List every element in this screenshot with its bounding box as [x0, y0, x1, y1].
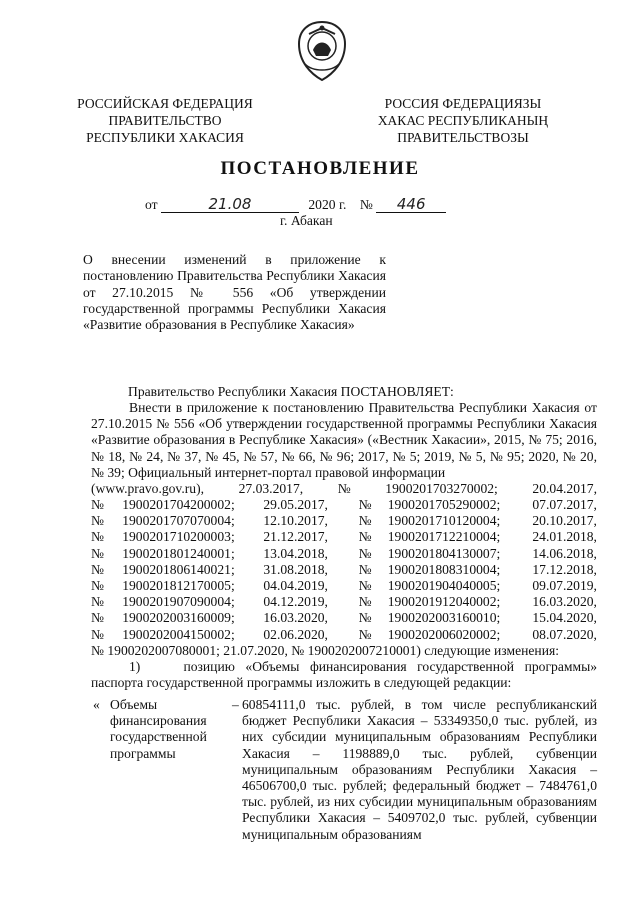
reg-number: 1900201806140021;: [122, 561, 235, 577]
reg-date: 16.03.2020,: [532, 594, 597, 610]
table-label: Объемы финансирования государственной программы: [110, 697, 207, 761]
registry-list: [91, 497, 597, 643]
header-left-line: ПРАВИТЕЛЬСТВО: [108, 113, 222, 128]
reg-number: 1900201710200003;: [122, 529, 235, 545]
reg-date: 31.08.2018,: [263, 561, 328, 577]
registry-row: [91, 594, 597, 610]
reg-date: 13.04.2018,: [263, 545, 328, 561]
no-sign: №: [358, 626, 372, 642]
registry-row: [91, 513, 597, 529]
item-1-text: позицию «Объемы финансирования государственной программы» паспорта государственной программы изложить в следующей редакции:: [91, 659, 597, 691]
from-label: от: [145, 197, 158, 212]
no-sign: №: [91, 610, 104, 626]
no-sign: №: [91, 594, 104, 610]
header-right-line: ПРАВИТЕЛЬСТВОЗЫ: [397, 130, 529, 145]
reg-date: 12.10.2017,: [263, 513, 328, 529]
no-sign: №: [91, 513, 104, 529]
reg-number: 1900202006020002;: [387, 626, 501, 642]
no-sign: №: [358, 529, 372, 545]
header-right: [368, 95, 558, 146]
reg-date: 02.06.2020,: [263, 626, 328, 642]
registry-row: [91, 529, 597, 545]
header-left-line: РЕСПУБЛИКИ ХАКАСИЯ: [86, 130, 244, 145]
header-left: [70, 95, 260, 146]
number-field: 446: [376, 196, 446, 213]
registry-row: [91, 546, 597, 562]
portal-row: [91, 481, 597, 497]
item-1: [91, 659, 597, 691]
date-field: 21.08: [161, 196, 299, 213]
registry-row: [91, 497, 597, 513]
reg-date: 16.03.2020,: [263, 610, 328, 626]
reg-date: 04.04.2019,: [263, 578, 328, 594]
portal-url: (www.pravo.gov.ru),: [91, 481, 204, 496]
header-right-line: ХАКАС РЕСПУБЛИКАНЫҢ: [377, 113, 549, 128]
number-label: №: [359, 197, 373, 212]
reg-date: 15.04.2020,: [532, 610, 597, 626]
last-registry-line: № 1900202007080001; 21.07.2020, № 1900202007210001) следующие изменения:: [91, 643, 559, 658]
reg-number: 1900201705290002;: [387, 497, 501, 512]
portal-next-date: 20.04.2017,: [532, 481, 597, 496]
reg-number: 1900201707070004;: [122, 513, 235, 529]
no-sign: №: [358, 561, 372, 577]
reg-number: 1900201710120004;: [387, 513, 501, 529]
reg-number: 1900202003160010;: [387, 610, 501, 626]
reg-number: 1900202004150002;: [122, 626, 235, 642]
no-sign: №: [358, 513, 372, 529]
reg-date: 07.07.2017,: [532, 497, 597, 512]
reg-date: 24.01.2018,: [532, 529, 597, 545]
no-sign: №: [358, 610, 372, 626]
reg-date: 09.07.2019,: [532, 578, 597, 594]
city: г. Абакан: [280, 213, 333, 228]
resolves-line: Правительство Республики Хакасия ПОСТАНОВЛЯЕТ:: [128, 384, 454, 399]
no-sign: №: [91, 561, 104, 577]
item-1-number: 1): [129, 659, 141, 674]
header-left-line: РОССИЙСКАЯ ФЕДЕРАЦИЯ: [77, 96, 253, 111]
reg-date: 17.12.2018,: [532, 561, 597, 577]
reg-number: 1900201912040002;: [387, 594, 501, 610]
coat-of-arms-icon: [295, 20, 349, 82]
no-sign: №: [358, 578, 372, 594]
intro-text: Внести в приложение к постановлению Правительства Республики Хакасия от 27.10.2015 № 556 «Об утверждении государственной программы Республики Хакасия «Развитие образования в Республике Хакасия» («Вестник Хакасии», 2015, № 75; 2016, № 18, № 24, № 37, № 45, № 57, № 66, № 96; 2017, № 5; 2019, № 5, № 95; 2020, № 20, № 39; Официальный интернет-портал правовой информации: [91, 400, 597, 480]
no-sign: №: [358, 545, 372, 561]
reg-date: 29.05.2017,: [263, 497, 328, 512]
reg-number: 1900201712210004;: [387, 529, 501, 545]
registry-row: [91, 578, 597, 594]
registry-row: [91, 610, 597, 626]
table-dash: –: [232, 697, 239, 712]
table-open-quote: «: [93, 697, 100, 712]
header-right-line: РОССИЯ ФЕДЕРАЦИЯЗЫ: [384, 96, 542, 111]
reg-date: 08.07.2020,: [532, 626, 597, 642]
no-sign: №: [358, 594, 372, 610]
no-sign: №: [358, 497, 372, 512]
portal-no-sign: №: [337, 481, 351, 496]
date-number-line: [145, 196, 505, 213]
no-sign: №: [91, 497, 104, 512]
subject: О внесении изменений в приложение к постановлению Правительства Республики Хакасия от 27.10.2015 № 556 «Об утверждении государственной программы Республики Хакасия «Развитие образования в Республике Хакасия»: [83, 252, 386, 333]
reg-number: 1900201804130007;: [387, 545, 501, 561]
reg-number: 1900201801240001;: [122, 545, 235, 561]
reg-number: 1900201907090004;: [122, 594, 235, 610]
reg-date: 21.12.2017,: [263, 529, 328, 545]
no-sign: №: [91, 529, 104, 545]
registry-row: [91, 562, 597, 578]
no-sign: №: [91, 578, 104, 594]
reg-date: 14.06.2018,: [532, 545, 597, 561]
reg-date: 20.10.2017,: [532, 513, 597, 529]
portal-number: 1900201703270002;: [385, 481, 498, 496]
reg-number: 1900202003160009;: [122, 610, 235, 626]
reg-date: 04.12.2019,: [263, 594, 328, 610]
intro-paragraph: [91, 400, 597, 481]
document-title: ПОСТАНОВЛЕНИЕ: [220, 158, 420, 179]
table-value: 60854111,0 тыс. рублей, в том числе республиканский бюджет Республики Хакасия – 53349350,0 тыс. рублей, из них субсидии муниципальным образованиям Республики Хакасия – 1198889,0 тыс. рублей, субвенции муниципальным образованиям Республики Хакасия – 46506700,0 тыс. рублей; федеральный бюджет – 7484761,0 тыс. рублей, из них субсидии муниципальным образованиям Республики Хакасия – 5409702,0 тыс. рублей, субвенции муниципальным образованиям: [242, 697, 597, 842]
portal-date: 27.03.2017,: [238, 481, 304, 496]
reg-number: 1900201704200002;: [122, 497, 235, 512]
year-label: 2020 г.: [308, 197, 347, 212]
registry-row: [91, 627, 597, 643]
no-sign: №: [91, 545, 104, 561]
reg-number: 1900201812170005;: [122, 578, 235, 594]
reg-number: 1900201808310004;: [387, 561, 501, 577]
no-sign: №: [91, 626, 104, 642]
reg-number: 1900201904040005;: [387, 578, 501, 594]
